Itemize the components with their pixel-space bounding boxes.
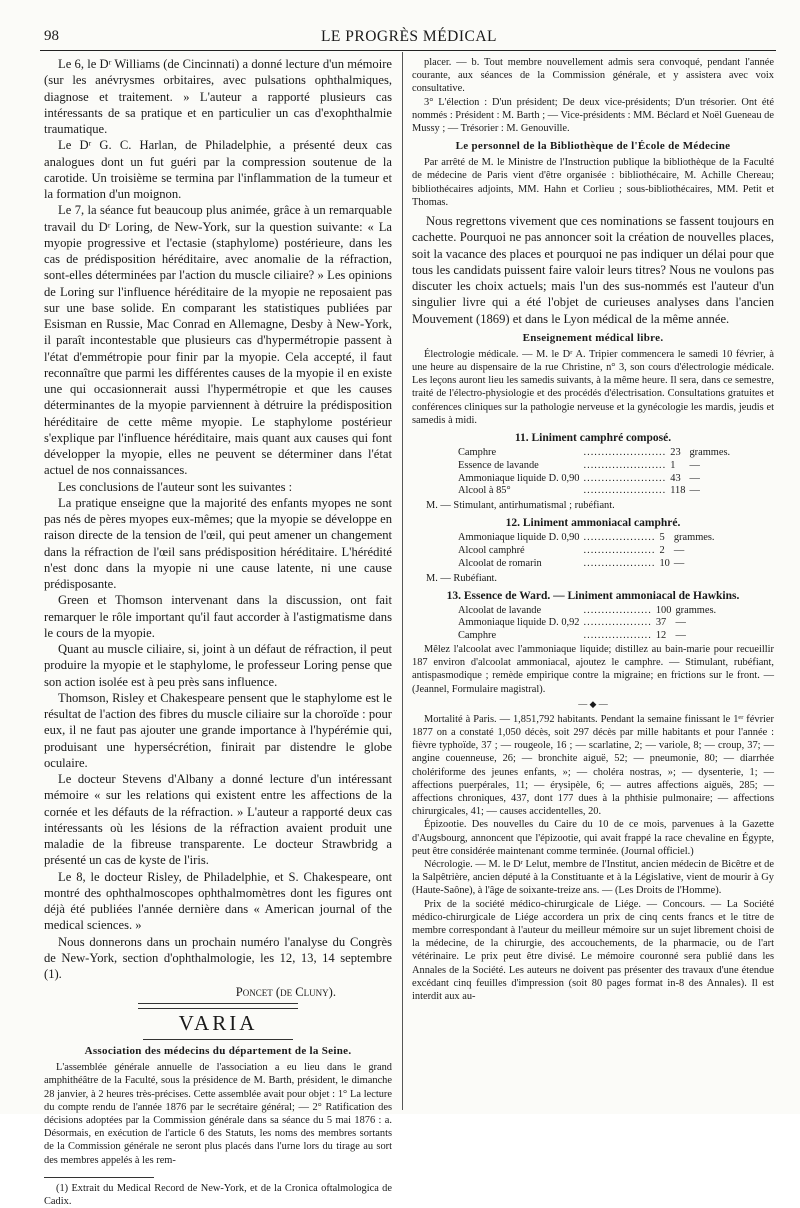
- recipe-row: [456, 617, 718, 630]
- recipe-use: M. — Rubéfiant.: [426, 572, 497, 584]
- continuation-text: placer. — b. Tout membre nouvellement admis sera convoqué, pendant l'année courante, aux séances de la Commission générale, et y assistera avec voix consultative.: [412, 57, 774, 95]
- ingredient-qty: 10: [659, 557, 670, 569]
- ingredient-name: Essence de lavande: [458, 459, 539, 471]
- section-rule: [138, 1003, 298, 1009]
- recipe-table: [456, 605, 718, 643]
- leader-dots: .......................: [583, 459, 667, 471]
- article-paragraph: Le 8, le docteur Risley, de Philadelphie, et S. Chakespeare, ont montré des ophthalmoscopes ophthalmomètres dont les figures ont déjà été publiées l'année dernière dans « American journal of the medical sciences. »: [44, 869, 392, 933]
- author-signature: Poncet (de Cluny).: [235, 985, 336, 1000]
- recipe-title: 12. Liniment ammoniacal camphré.: [505, 517, 681, 530]
- article-paragraph: Le docteur Stevens d'Albany a donné lecture d'un intéressant mémoire « sur les relations qui existent entre les affections de la cornée et les défauts de la réfraction. » L'auteur a rapporté deux cas intéressants où les lésions de la réfraction avaient produit une maladie de la fibreuse transparente. Le docteur Strawbridg a présenté un cas de kyste de l'iris.: [44, 772, 392, 868]
- association-text: L'assemblée générale annuelle de l'association a eu lieu dans le grand amphithéâtre de la Faculté, sous la présidence de M. Barth, président, le dimanche 28 janvier, à 2 heures très-précises. Cette assemblée avait pour objet : 1° La lecture du compte rendu de l'année 1876 par le secrétaire général; — 2° Ratification des décisions adoptées par la Commission générale dans sa séance du 5 mai 1876 : a. Désormais, en exécution de l'article 6 des Statuts, les noms des membres sortants de la Commission générale ne seront plus placés dans l'urne lors du tirage au sort des membres appelés à les rem-: [44, 1062, 392, 1166]
- article-paragraph: La pratique enseigne que la majorité des enfants myopes ne sont pas nés de pères myopes eux-mêmes; que la myopie se développe en raison directe de la tension de l'œil, qui peut amener un changement dans la réfraction de l'œil sans prédisposition héréditaire. L'hérédité n'est donc dans la myopie ni une cause latente, ni une cause prédisposante.: [44, 495, 392, 591]
- ingredient-unit: —: [673, 557, 685, 569]
- article-paragraph: Quant au muscle ciliaire, si, joint à un défaut de réfraction, il peut produire la myopie et le staphylome, le professeur Loring pense que son action isolée est à peu près sans influence.: [44, 642, 392, 689]
- leader-dots: ...................: [583, 630, 652, 642]
- ingredient-name: Ammoniaque liquide D. 0,90: [458, 472, 580, 484]
- ingredient-qty: 118: [670, 485, 686, 497]
- leader-dots: ....................: [583, 557, 656, 569]
- ingredient-name: Alcool à 85°: [458, 485, 511, 497]
- ingredient-unit: —: [675, 617, 686, 629]
- recipe-row: [456, 545, 717, 558]
- ingredient-qty: 43: [670, 472, 681, 484]
- bibliotheque-heading: Le personnel de la Bibliothèque de l'École de Médecine: [455, 140, 731, 153]
- ingredient-qty: 12: [655, 630, 667, 642]
- ingredient-name: Camphre: [458, 630, 497, 642]
- association-heading: Association des médecins du département de la Seine.: [84, 1045, 352, 1058]
- recipe-row: [456, 532, 717, 545]
- ingredient-unit: grammes.: [675, 604, 717, 616]
- recipe-use: Mêlez l'alcoolat avec l'ammoniaque liquide; distillez au bain-marie pour recueillir 187 environ d'alcoolat ammoniacal, ajoutez le camphre. — Stimulant, rubéfiant, antispasmodique ; remède empirique contre la migraine; en frictions sur le front. — (Jeannel, Formulaire magistral).: [412, 643, 774, 695]
- recipe-table: [456, 532, 717, 570]
- recipe-row: [456, 460, 732, 473]
- article-paragraph: Le 6, le Dʳ Williams (de Cincinnati) a donné lecture d'un mémoire (sur les anévrysmes orbitaires, avec pulsations ophthalmiques, diagnose et traitement. » L'auteur a rapporté plusieurs cas intéressants de sa pratique et en particulier un cas d'exophthalmie traumatique.: [44, 57, 392, 136]
- ingredient-qty: 37: [655, 617, 667, 629]
- ingredient-name: Camphre: [458, 447, 497, 458]
- ingredient-name: Alcoolat de romarin: [458, 557, 542, 569]
- enseignement-text: Électrologie médicale. — M. le Dʳ A. Tripier commencera le samedi 10 février, à une heure au dispensaire de la rue Christine, n° 3, son cours d'électrologie médicale. Les leçons auront lieu les samedis suivants, à la même heure. Il sera, dans ce semestre, traité de l'électro-physiologie et des procédés d'électrisation. Consultations gratuites et conférences cliniques sur la pathologie nerveuse et la gynécologie les mardis, jeudis et samedis à midi.: [412, 348, 774, 426]
- article-paragraph: Green et Thomson intervenant dans la discussion, ont fait remarquer le rôle important qu'il faut accorder à l'astigmatisme dans le cours de la myopie.: [44, 593, 392, 640]
- prix-text: Prix de la société médico-chirurgicale de Liége. — Concours. — La Société médico-chirurgicale de Liége accordera un prix de cinq cents francs et le titre de membre correspondant à l'auteur du meilleur mémoire sur un sujet librement choisi de la médecine, de la chirurgie, des accouchements, de la pharmacie, ou de l'art vétérinaire. Le prix peut être divisé. Le mémoire couronné sera publié dans les Annales de la Société. Les auteurs ne doivent pas présenter des travaux d'une étendue excédant cinq feuilles d'impression (soit 80 pages format in-8 des Annales). Il est interdit aux au-: [412, 898, 774, 1003]
- nominations-text: Nous regrettons vivement que ces nominations se fassent toujours en cachette. Pourquoi ne pas annoncer soit la création de nouvelles places, soit la vacance des places et pourquoi ne pas indiquer un délai pour que tous les candidats puissent faire valoir leurs titres? Nous ne voulons pas discuter les choix actuels; mais l'un des sus-nommés est l'auteur d'un singulier livre qui a été l'objet de curieuses analyses dans l'ancien Mouvement (1869) et dans le Lyon médical de la même année.: [412, 214, 774, 326]
- bibliotheque-text: Par arrêté de M. le Ministre de l'Instruction publique la bibliothèque de la Faculté de médecine de Paris vient d'être organisée : bibliothécaire, M. Achille Chereau; bibliothécaires adjoints, MM. Hahn et Corlieu ; sous-bibliothécaires, MM. Petit et Thomas.: [412, 157, 774, 208]
- ingredient-unit: grammes.: [673, 532, 715, 544]
- leader-dots: ....................: [583, 544, 656, 556]
- leader-dots: ...................: [583, 617, 652, 629]
- page-header: [44, 28, 774, 48]
- recipe-row: [456, 558, 717, 571]
- ingredient-name: Alcool camphré: [458, 544, 525, 556]
- ingredient-qty: 2: [659, 544, 665, 556]
- ingredient-unit: —: [675, 630, 686, 642]
- recipe-use: M. — Stimulant, antirhumatismal ; rubéfiant.: [426, 500, 615, 512]
- recipe-row: [456, 605, 718, 618]
- recipe-row: [456, 485, 732, 498]
- right-column: [412, 56, 774, 1106]
- column-divider: [402, 52, 403, 1110]
- running-title: LE PROGRÈS MÉDICAL: [320, 28, 498, 45]
- page-number: 98: [44, 28, 59, 44]
- article-paragraph: Les conclusions de l'auteur sont les suivantes :: [58, 479, 293, 494]
- ingredient-unit: —: [689, 472, 700, 484]
- epizootie-text: Épizootie. Des nouvelles du Caire du 10 de ce mois, parvenues à la Gazette d'Augsbourg, annoncent que l'épizootie, qui avait frappé la race chevaline en Égypte, peut être considérée maintenant comme terminée. (Journal officiel.): [412, 819, 774, 857]
- varia-title: VARIA: [178, 1011, 258, 1036]
- article-paragraph: Nous donnerons dans un prochain numéro l'analyse du Congrès de New-York, section d'ophthalmologie, les 12, 13, 14 septembre (1).: [44, 934, 392, 981]
- ingredient-qty: 23: [670, 447, 681, 458]
- election-text: 3° L'élection : D'un président; De deux vice-présidents; D'un trésorier. Ont été nommés : Président : M. Barth ; — Vice-présidents : MM. Béclard et Noël Gueneau de Mussy ; — Trésorier : M. Genouville.: [412, 96, 774, 135]
- recipe-row: [456, 447, 732, 460]
- necrologie-text: Nécrologie. — M. le Dʳ Lelut, membre de l'Institut, ancien médecin de Bicêtre et de la Salpêtrière, ancien député à la Constituante et à la Législative, vient de mourir à Gy (Haute-Saône), à l'âge de soixante-treize ans. — (Les Droits de l'Homme).: [412, 859, 774, 897]
- title-rule: [143, 1039, 293, 1040]
- ornament-divider: — ◆ —: [578, 698, 608, 709]
- ingredient-name: Ammoniaque liquide D. 0,90: [458, 532, 580, 544]
- leader-dots: ...................: [583, 604, 652, 616]
- left-column: [44, 56, 392, 1207]
- recipe-table: [456, 447, 732, 498]
- ingredient-qty: 1: [670, 459, 676, 471]
- header-rule: [40, 50, 776, 51]
- ingredient-unit: —: [689, 485, 700, 497]
- recipe-title: 13. Essence de Ward. — Liniment ammoniacal de Hawkins.: [446, 589, 740, 602]
- leader-dots: ....................: [583, 532, 656, 544]
- enseignement-heading: Enseignement médical libre.: [522, 331, 664, 344]
- leader-dots: .......................: [583, 447, 667, 458]
- article-paragraph: Thomson, Risley et Chakespeare pensent que le staphylome est le résultat de l'action des fibres du muscle ciliaire sur la choroïde : pour eux, il ne faut pas ajouter une grande importance à l'hypérémie qui, produisant une hypersécrétion, finirait par distendre le globe oculaire.: [44, 690, 392, 770]
- recipe-title: 11. Liniment camphré composé.: [514, 432, 672, 444]
- footnote: (1) Extrait du Medical Record de New-York, et de la Cronica oftalmologica de Cadix.: [44, 1182, 392, 1207]
- ingredient-qty: 100: [655, 604, 672, 616]
- ingredient-unit: —: [689, 459, 700, 471]
- ingredient-name: Alcoolat de lavande: [458, 604, 542, 616]
- article-paragraph: Le 7, la séance fut beaucoup plus animée, grâce à un remarquable travail du Dʳ Loring, de New-York, sur la question suivante: « La myopie progressive et l'ectasie (staphylome) postérieure, dans les cas de prédisposition héréditaire, avec anomalie de la réfraction, sont-elles déterminées par l'action du muscle ciliaire? » Les opinions de Loring sur l'influence héréditaire de la myopie ne reposaient pas sur une base solide. En comparant les statistiques publiées par Esisman en Russie, Mac Conrad en Allemagne, Desby à New-York, il paraît incontestable que plusieurs cas d'hypermétropie passent à l'état d'emmétropie pour finir par la myopie. Cela accepté, il faut reconnaître que parmi les différentes causes de la myopie il en existe une qui occasionnerait aussi l'hypermétropie et que les causes déterminantes de la myopie parviennent à détruire la prédisposition héréditaire de cette même myopie. Le staphylome postérieur s'explique par l'influence héréditaire, mais quant aux causes qui font développer la myopie, elles ne peuvent se déterminer dans l'état actuel de nos connaissances.: [44, 203, 392, 478]
- ingredient-unit: grammes.: [689, 447, 731, 458]
- recipe-row: [456, 630, 718, 643]
- mortalite-text: Mortalité à Paris. — 1,851,792 habitants. Pendant la semaine finissant le 1ᵉʳ février 1877 on a constaté 1,050 décès, soit 297 décès par mille habitants et pour l'année : fièvre typhoïde, 37 ; — rougeole, 16 ; — scarlatine, 2; — variole, 8; — croup, 37; — angine couenneuse, 26; — bronchite aiguë, 52; — pneumonie, 80; — diarrhée cholériforme des jeunes enfants, »; — choléra nostras, »; — dysenterie, 1; — affections puerpérales, 11; — érysipèle, 6; — autres affections aiguës, 285; — affections chroniques, 437, dont 177 dues à la phthisie pulmonaire; — affections chirurgicales, 41; — causes accidentelles, 20.: [412, 713, 774, 818]
- recipe-row: [456, 473, 732, 486]
- ingredient-qty: 5: [659, 532, 665, 544]
- ingredient-unit: —: [673, 544, 685, 556]
- footnote-rule: [44, 1177, 154, 1178]
- leader-dots: .......................: [583, 485, 667, 497]
- ingredient-name: Ammoniaque liquide D. 0,92: [458, 617, 580, 629]
- article-paragraph: Le Dʳ G. C. Harlan, de Philadelphie, a présenté deux cas analogues dont un fut guéri par la compression soutenue de la carotide. Un troisième se termina par l'inflammation de la tumeur et la formation d'un moignon.: [44, 138, 392, 201]
- leader-dots: .......................: [583, 472, 667, 484]
